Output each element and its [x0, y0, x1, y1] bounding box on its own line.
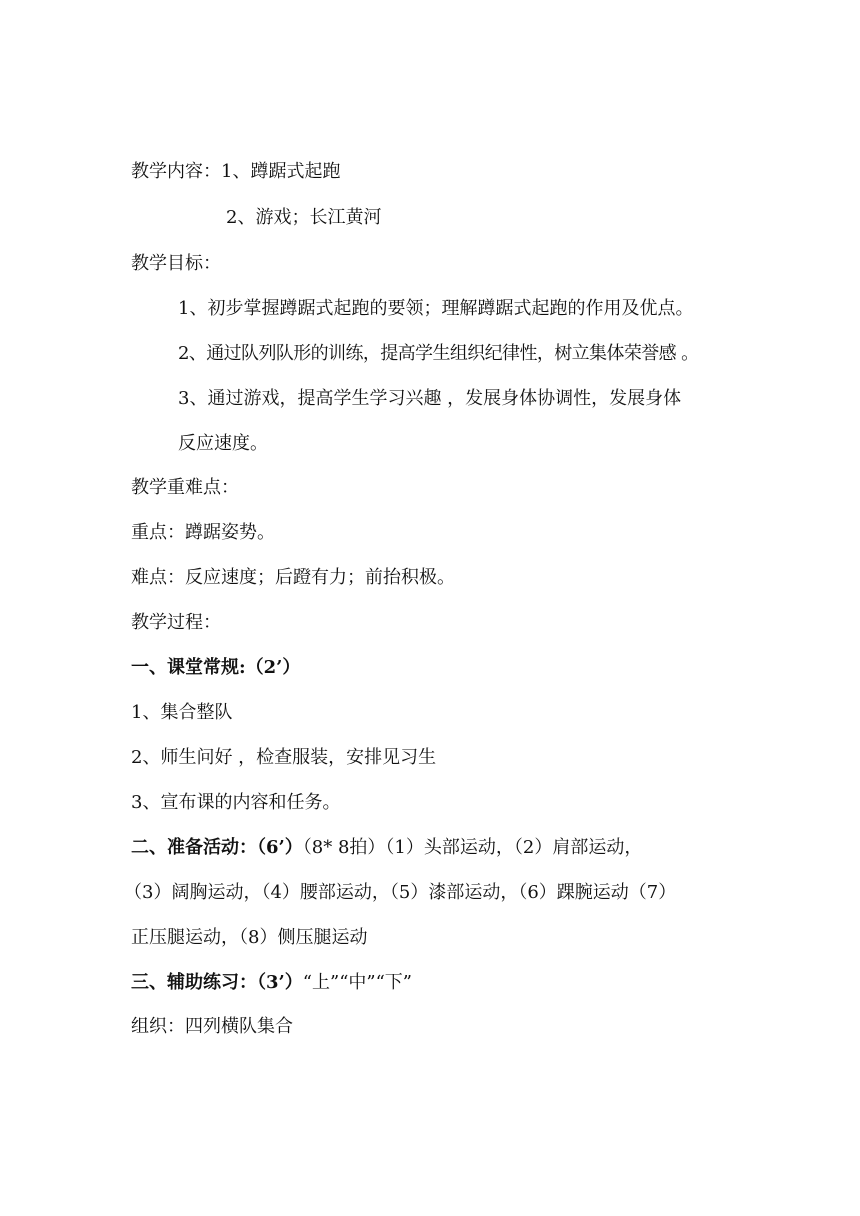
section-2-line-2: （3）阔胸运动，（4）腰部运动，（5）漆部运动，（6）踝腕运动（7）	[124, 882, 677, 903]
content-label: 教学内容：	[131, 161, 221, 182]
key-point-focus: 重点：蹲踞姿势。	[131, 522, 275, 543]
section-1-step-1: 1、集合整队	[131, 702, 233, 723]
content-line-1	[131, 160, 340, 184]
section-1-step-3: 3、宣布课的内容和任务。	[131, 792, 341, 813]
objective-2: 2、通过队列队形的训练，提高学生组织纪律性，树立集体荣誉感 。	[178, 343, 699, 364]
objectives-label: 教学目标：	[131, 253, 221, 274]
section-2-line-1	[131, 836, 642, 860]
key-point-difficulty: 难点：反应速度；后蹬有力；前抬积极。	[131, 567, 455, 588]
section-1-step-2: 2、师生问好 ，检查服装，安排见习生	[131, 747, 437, 768]
content-item-2: 2、游戏；长江黄河	[226, 207, 382, 228]
section-3-organization: 组织：四列横队集合	[131, 1016, 293, 1037]
objective-3-line-1: 3、通过游戏，提高学生学习兴趣 ，发展身体协调性，发展身体	[178, 388, 682, 409]
section-2-line-1-rest: （8* 8拍）（1）头部运动，（2）肩部运动，	[302, 837, 643, 858]
objective-3-line-2: 反应速度。	[178, 433, 268, 454]
section-2-line-3: 正压腿运动，（8）侧压腿运动	[131, 927, 368, 948]
section-2-heading: 二、准备活动：（6’）	[131, 837, 303, 858]
section-3-line-1	[131, 971, 412, 995]
key-points-label: 教学重难点：	[131, 477, 239, 498]
section-1-heading: 一、课堂常规:（2’）	[131, 657, 301, 678]
section-3-line-1-rest: “上”“中”“下”	[302, 972, 413, 993]
content-item-1: 1、蹲踞式起跑	[221, 161, 341, 182]
process-label: 教学过程：	[131, 612, 221, 633]
objective-1: 1、初步掌握蹲踞式起跑的要领；理解蹲踞式起跑的作用及优点。	[178, 298, 694, 319]
section-3-heading: 三、辅助练习：（3’）	[131, 972, 303, 993]
